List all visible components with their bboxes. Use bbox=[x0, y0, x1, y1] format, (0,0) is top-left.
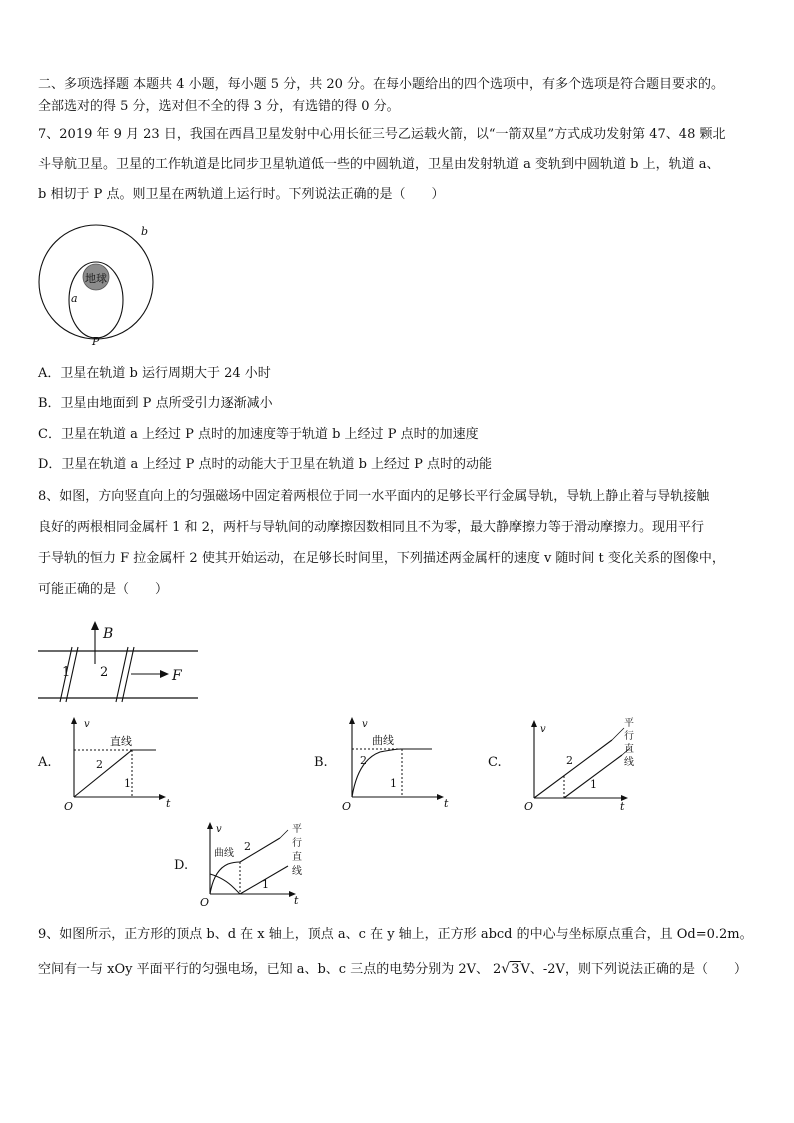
svg-text:1: 1 bbox=[124, 777, 131, 790]
svg-text:直: 直 bbox=[292, 852, 302, 863]
sqrt-coefficient: 2 bbox=[493, 962, 502, 977]
graph-b bbox=[340, 715, 460, 813]
graph-a bbox=[62, 715, 182, 813]
svg-text:2: 2 bbox=[360, 754, 367, 767]
sqrt-radicand: 3 bbox=[511, 962, 520, 977]
svg-text:2: 2 bbox=[244, 840, 251, 853]
svg-text:v: v bbox=[216, 824, 222, 835]
graph-d-letter: D. bbox=[174, 858, 189, 873]
sqrt-symbol: √ bbox=[501, 961, 511, 977]
svg-text:曲线: 曲线 bbox=[372, 734, 394, 747]
graph-d bbox=[200, 818, 320, 908]
svg-text:线: 线 bbox=[292, 866, 302, 877]
svg-text:行: 行 bbox=[292, 838, 302, 849]
q7-option-a: A．卫星在轨道 b 运行周期大于 24 小时 bbox=[38, 366, 271, 381]
graph-c-letter: C. bbox=[488, 755, 502, 770]
graph-c bbox=[520, 712, 650, 812]
svg-text:1: 1 bbox=[390, 777, 397, 790]
q9-line2-end: V、-2V，则下列说法正确的是（ ） bbox=[520, 962, 747, 977]
q9-line2-start: 空间有一与 xOy 平面平行的匀强电场，已知 a、b、c 三点的电势分别为 2V、 bbox=[38, 962, 490, 977]
svg-text:O: O bbox=[64, 800, 74, 813]
rod1-label: 1 bbox=[62, 665, 71, 680]
svg-text:t: t bbox=[166, 797, 171, 810]
orbit-diagram bbox=[36, 222, 166, 352]
q9-stem-line2 bbox=[38, 960, 747, 979]
svg-text:t: t bbox=[294, 894, 299, 907]
q8-stem-line4: 可能正确的是（ ） bbox=[38, 582, 169, 597]
rod2-label: 2 bbox=[100, 665, 109, 680]
force-label: F bbox=[172, 668, 182, 684]
svg-text:O: O bbox=[342, 800, 352, 813]
svg-text:v: v bbox=[84, 719, 90, 730]
svg-text:v: v bbox=[362, 719, 368, 730]
section-header-line2: 全部选对的得 5 分，选对但不全的得 3 分，有选错的得 0 分。 bbox=[38, 99, 400, 114]
svg-text:t: t bbox=[444, 797, 449, 810]
svg-text:线: 线 bbox=[624, 757, 634, 768]
svg-text:平: 平 bbox=[624, 718, 634, 729]
section-header-line1: 二、多项选择题 本题共 4 小题，每小题 5 分，共 20 分。在每小题给出的四个选项中，有多个选项是符合题目要求的。 bbox=[38, 77, 725, 92]
q8-stem-line1: 8、如图，方向竖直向上的匀强磁场中固定着两根位于同一水平面内的足够长平行金属导轨，导轨上静止着与导轨接触 bbox=[38, 489, 710, 504]
b-field-label: B bbox=[103, 626, 114, 642]
svg-text:O: O bbox=[524, 800, 534, 813]
q8-stem-line3: 于导轨的恒力 F 拉金属杆 2 使其开始运动，在足够长时间里，下列描述两金属杆的速度 v 随时间 t 变化关系的图像中， bbox=[38, 551, 725, 566]
svg-text:曲线: 曲线 bbox=[214, 848, 234, 859]
q9-stem-line1: 9、如图所示，正方形的顶点 b、d 在 x 轴上，顶点 a、c 在 y 轴上，正方形 abcd 的中心与坐标原点重合，且 Od=0.2m。 bbox=[38, 927, 753, 942]
svg-text:2: 2 bbox=[96, 758, 103, 771]
q7-option-d: D．卫星在轨道 a 上经过 P 点时的动能大于卫星在轨道 b 上经过 P 点时的动能 bbox=[38, 457, 493, 472]
svg-text:1: 1 bbox=[262, 878, 269, 891]
orbit-a-label: a bbox=[71, 292, 78, 305]
graph-a-letter: A. bbox=[38, 755, 52, 770]
orbit-b-label: b bbox=[141, 225, 149, 238]
earth-label: 地球 bbox=[85, 272, 107, 285]
q7-option-c: C．卫星在轨道 a 上经过 P 点时的加速度等于轨道 b 上经过 P 点时的加速度 bbox=[38, 427, 479, 442]
svg-text:直: 直 bbox=[624, 744, 634, 755]
graph-b-letter: B. bbox=[314, 755, 328, 770]
q8-stem-line2: 良好的两根相同金属杆 1 和 2，两杆与导轨间的动摩擦因数相同且不为零，最大静摩擦力等于滑动摩擦力。现用平行 bbox=[38, 520, 704, 535]
q7-stem-line1: 7、2019 年 9 月 23 日，我国在西昌卫星发射中心用长征三号乙运载火箭，以“一箭双星”方式成功发射第 47、48 颗北 bbox=[38, 127, 726, 142]
q7-stem-line2: 斗导航卫星。卫星的工作轨道是比同步卫星轨道低一些的中圆轨道，卫星由发射轨道 a 变轨到中圆轨道 b 上，轨道 a、 bbox=[38, 157, 720, 172]
svg-text:t: t bbox=[620, 800, 625, 813]
svg-text:v: v bbox=[540, 724, 546, 735]
svg-text:1: 1 bbox=[590, 778, 597, 791]
svg-text:直线: 直线 bbox=[110, 735, 132, 748]
q7-option-b: B．卫星由地面到 P 点所受引力逐渐减小 bbox=[38, 396, 273, 411]
rails-diagram bbox=[38, 618, 208, 708]
svg-text:2: 2 bbox=[566, 754, 573, 767]
svg-text:平: 平 bbox=[292, 824, 302, 835]
q7-stem-line3: b 相切于 P 点。则卫星在两轨道上运行时。下列说法正确的是（ ） bbox=[38, 187, 445, 202]
svg-text:O: O bbox=[200, 896, 210, 909]
point-p-label: P bbox=[92, 335, 100, 348]
svg-text:行: 行 bbox=[624, 731, 634, 742]
